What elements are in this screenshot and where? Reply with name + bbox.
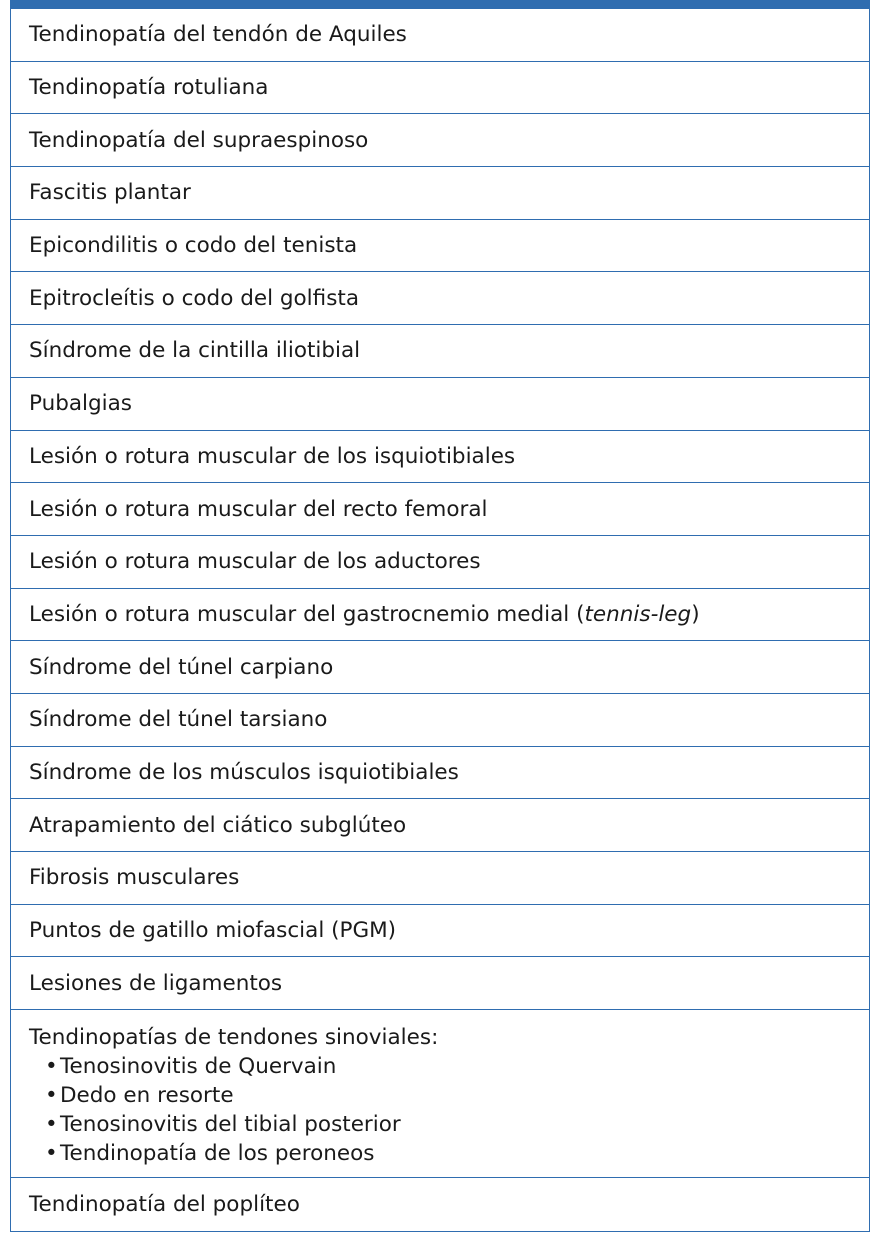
conditions-table xyxy=(10,0,870,1232)
row-text: Lesión o rotura muscular de los aductores xyxy=(29,549,481,575)
table-row xyxy=(11,114,869,167)
table-row xyxy=(11,589,869,642)
table-row xyxy=(11,957,869,1010)
table-row xyxy=(11,62,869,115)
row-text: Lesión o rotura muscular del recto femoral xyxy=(29,496,488,522)
row-text: Epicondilitis o codo del tenista xyxy=(29,233,358,259)
table-row xyxy=(11,220,869,273)
list-item xyxy=(45,1139,869,1168)
row-text: Pubalgias xyxy=(29,391,133,417)
row-text: Tendinopatía del poplíteo xyxy=(29,1191,300,1217)
row-text: Fibrosis musculares xyxy=(29,865,240,891)
table-row xyxy=(11,799,869,852)
table-row xyxy=(11,694,869,747)
list-item xyxy=(45,1081,869,1110)
row-text: Tendinopatía del tendón de Aquiles xyxy=(29,22,407,48)
table-row xyxy=(11,325,869,378)
row-text-main: Lesión o rotura muscular del gastrocnemio medial ( xyxy=(29,601,585,627)
table-row xyxy=(11,483,869,536)
list-item xyxy=(45,1110,869,1139)
table-row xyxy=(11,747,869,800)
table-row xyxy=(11,167,869,220)
table-row xyxy=(11,272,869,325)
table-row xyxy=(11,378,869,431)
row-text: Tendinopatía del supraespinoso xyxy=(29,127,369,153)
row-text: Fascitis plantar xyxy=(29,180,191,206)
table-row xyxy=(11,1178,869,1231)
row-text xyxy=(29,602,700,627)
list-item-text: Tenosinovitis de Quervain xyxy=(60,1054,337,1080)
table-row-sinovial xyxy=(11,1010,869,1178)
row-text: Síndrome del túnel carpiano xyxy=(29,654,334,680)
list-item xyxy=(45,1052,869,1081)
table-row xyxy=(11,9,869,62)
bullet-list xyxy=(29,1052,869,1168)
table-row xyxy=(11,536,869,589)
table-row xyxy=(11,905,869,958)
list-item-text: Tenosinovitis del tibial posterior xyxy=(60,1112,401,1138)
table-row xyxy=(11,852,869,905)
table-row xyxy=(11,641,869,694)
row-text: Tendinopatías de tendones sinoviales: xyxy=(29,1025,439,1051)
row-text: Lesión o rotura muscular de los isquiotibiales xyxy=(29,443,516,469)
list-item-text: Dedo en resorte xyxy=(60,1083,234,1109)
row-text: Epitrocleítis o codo del golfista xyxy=(29,285,359,311)
row-text: Tendinopatía rotuliana xyxy=(29,75,269,101)
row-text: Síndrome del túnel tarsiano xyxy=(29,707,328,733)
table-row xyxy=(11,431,869,484)
row-text: Lesiones de ligamentos xyxy=(29,970,283,996)
list-item-text: Tendinopatía de los peroneos xyxy=(60,1141,375,1167)
row-text: Síndrome de los músculos isquiotibiales xyxy=(29,759,459,785)
table-header-bar xyxy=(11,0,869,9)
row-text: Puntos de gatillo miofascial (PGM) xyxy=(29,918,397,944)
row-text-italic: tennis-leg xyxy=(584,601,692,627)
row-text-close: ) xyxy=(691,601,700,627)
row-text: Atrapamiento del ciático subglúteo xyxy=(29,812,407,838)
row-text: Síndrome de la cintilla iliotibial xyxy=(29,338,361,364)
